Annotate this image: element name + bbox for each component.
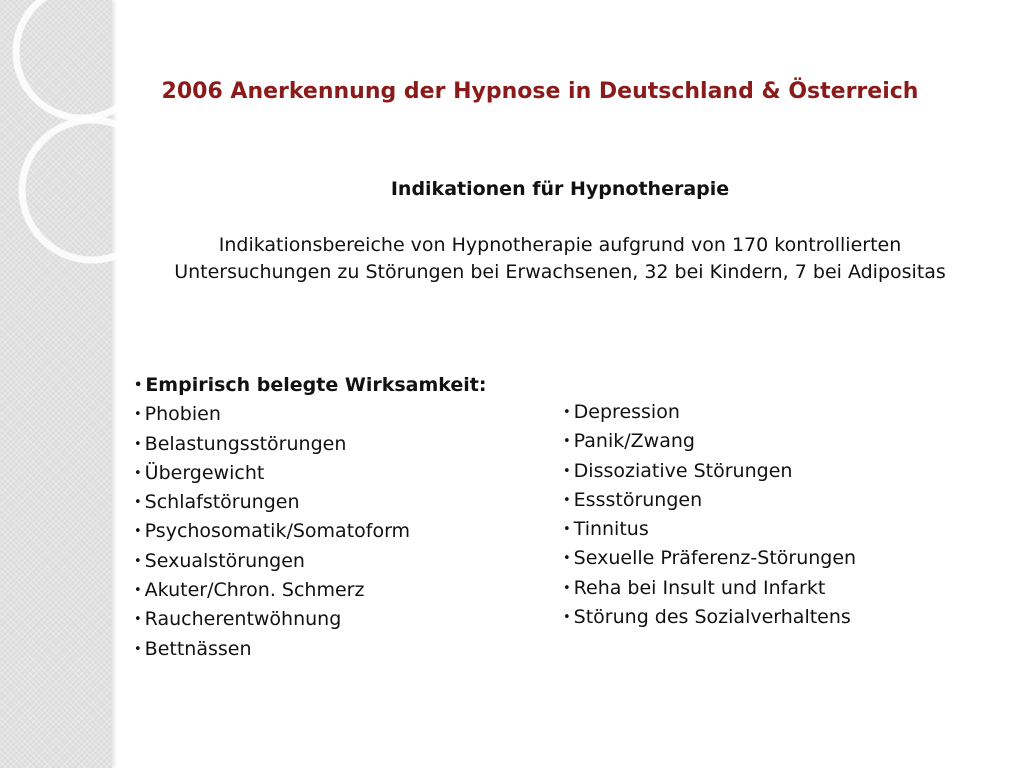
list-item: • Depression [563,399,856,428]
list-item: • Dissoziative Störungen [563,458,856,487]
list-heading: • Empirisch belegte Wirksamkeit: [134,372,486,401]
list-item: • Sexualstörungen [134,548,486,577]
list-item: • Essstörungen [563,487,856,516]
list-item: • Schlafstörungen [134,489,486,518]
decorative-circles [0,0,140,300]
list-item: • Psychosomatik/Somatoform [134,518,486,547]
list-item: • Raucherentwöhnung [134,606,486,635]
slide-subtitle: Indikationen für Hypnotherapie [390,178,730,200]
decorative-ring-top [16,0,140,118]
list-item: • Panik/Zwang [563,428,856,457]
list-item: • Tinnitus [563,516,856,545]
list-item: • Sexuelle Präferenz-Störungen [563,545,856,574]
decorative-side-band [0,0,112,768]
left-indication-list [134,372,486,665]
list-item: • Störung des Sozialverhaltens [563,604,856,633]
slide-title: 2006 Anerkennung der Hypnose in Deutschland & Österreich [161,79,919,104]
intro-paragraph: Indikationsbereiche von Hypnotherapie aufgrund von 170 kontrollierten Untersuchungen zu Störungen bei Erwachsenen, 32 bei Kindern, 7 bei Adipositas [174,234,946,283]
right-indication-list [563,399,856,633]
list-item: • Belastungsstörungen [134,431,486,460]
list-item: • Reha bei Insult und Infarkt [563,575,856,604]
list-item: • Akuter/Chron. Schmerz [134,577,486,606]
decorative-ring-middle [22,120,140,260]
list-item: • Phobien [134,401,486,430]
list-item: • Übergewicht [134,460,486,489]
list-item: • Bettnässen [134,636,486,665]
